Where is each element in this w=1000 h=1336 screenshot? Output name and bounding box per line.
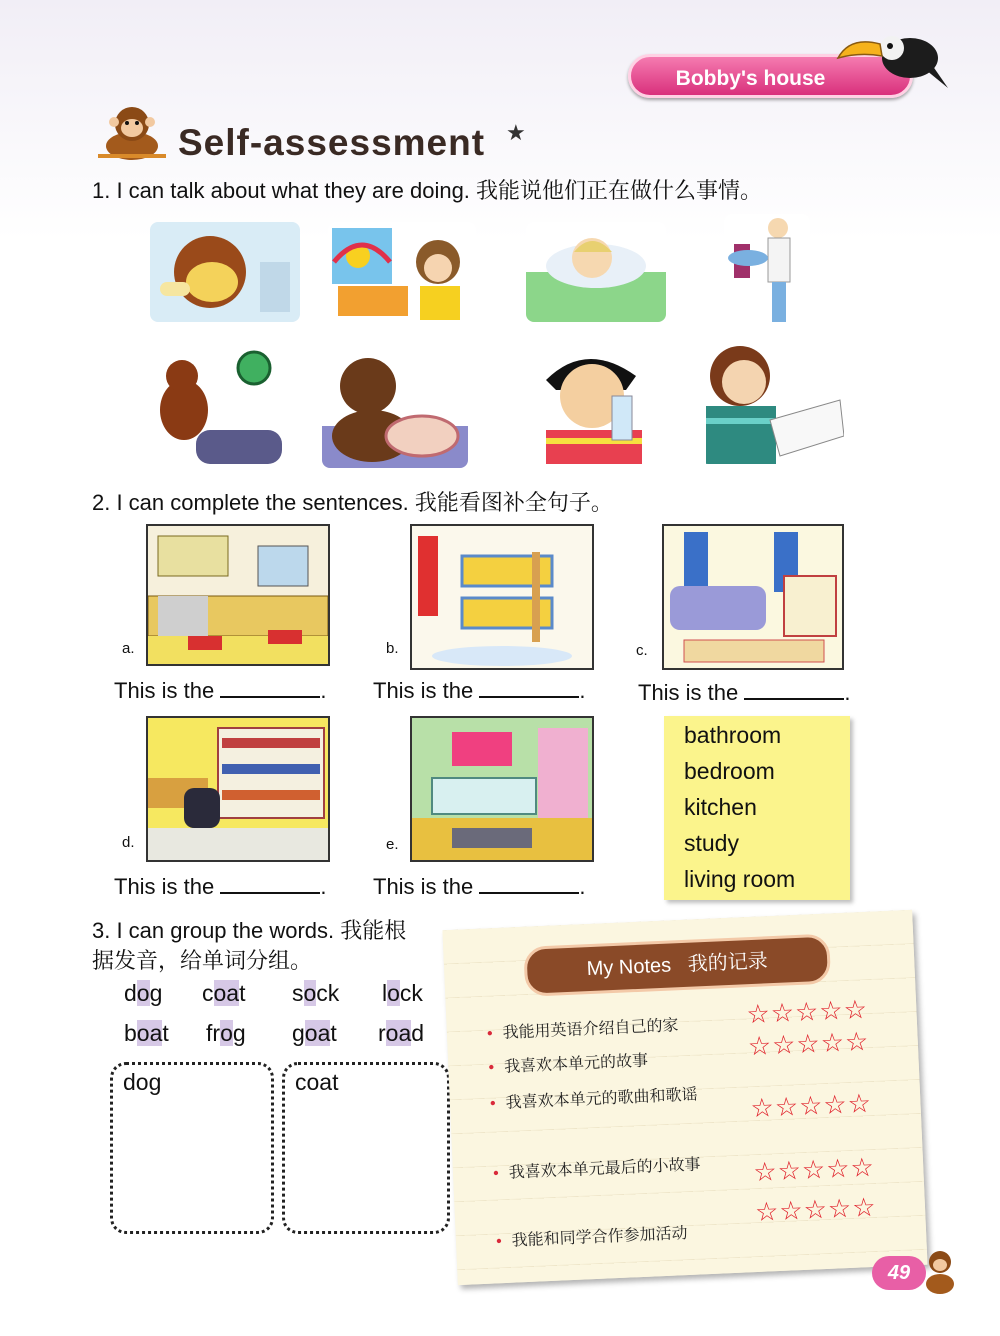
room-picture-c [662, 524, 844, 670]
note-item: • 我能和同学合作参加活动 [495, 1225, 688, 1251]
rating-stars[interactable]: ☆☆☆☆☆ [752, 1151, 876, 1188]
answer-blank-b[interactable] [479, 678, 579, 698]
sentence-e: This is the . [373, 874, 586, 899]
word-bank [664, 716, 850, 900]
answer-blank-d[interactable] [220, 874, 320, 894]
bank-word: study [684, 830, 739, 856]
page-number: 49 [872, 1256, 926, 1290]
page-title: Self-assessment [178, 122, 486, 163]
picture-watering-plants [724, 214, 810, 324]
room-picture-b [410, 524, 594, 670]
group-title: coat [295, 1069, 339, 1095]
picture-bear-cooking [322, 346, 468, 468]
sentence-b: This is the . [373, 678, 586, 703]
rating-stars[interactable]: ☆☆☆☆☆ [749, 1087, 873, 1124]
phonics-word: road [378, 1020, 425, 1046]
room-picture-e [410, 716, 594, 862]
room-label-c: c. [636, 642, 648, 659]
section3-heading-line2: 据发音，给单词分组。 [92, 948, 313, 973]
room-label-d: d. [122, 834, 135, 851]
picture-boy-drinking [526, 340, 662, 464]
monkey-icon [92, 102, 172, 162]
phonics-word: boat [124, 1020, 169, 1046]
notes-card [442, 910, 927, 1285]
sentence-d: This is the . [114, 874, 327, 899]
notes-title-badge: My Notes 我的记录 [523, 934, 831, 997]
note-item: • 我喜欢本单元的歌曲和歌谣 [489, 1086, 698, 1113]
section2-heading: 2. I can complete the sentences. 我能看图补全句子。 [92, 490, 613, 515]
note-item: • 我喜欢本单元的故事 [488, 1052, 649, 1077]
note-item: • 我喜欢本单元最后的小故事 [492, 1156, 701, 1183]
room-picture-a [146, 524, 330, 666]
bank-word: living room [684, 866, 796, 892]
answer-blank-c[interactable] [744, 680, 844, 700]
picture-monkey-ball [136, 330, 282, 464]
picture-girl-painting [328, 222, 476, 322]
toucan-icon [830, 18, 950, 98]
phonics-word: dog [124, 980, 163, 1006]
phonics-word: coat [202, 980, 246, 1006]
answer-blank-a[interactable] [220, 678, 320, 698]
room-picture-d [146, 716, 330, 862]
group-box-dog[interactable] [110, 1062, 274, 1234]
phonics-word: frog [206, 1020, 246, 1046]
room-label-e: e. [386, 836, 399, 853]
phonics-word: lock [382, 980, 423, 1006]
note-item: • 我能用英语介绍自己的家 [486, 1017, 679, 1043]
monkey-icon [920, 1248, 960, 1296]
bank-word: bathroom [684, 722, 782, 748]
phonics-word: sock [292, 980, 340, 1006]
picture-girl-writing [700, 336, 844, 464]
unit-title: Bobby's house [675, 67, 826, 90]
sentence-a: This is the . [114, 678, 327, 703]
sentence-c: This is the . [638, 680, 851, 705]
bank-word: kitchen [684, 794, 757, 820]
picture-monkey-eating [150, 222, 300, 322]
rating-stars[interactable]: ☆☆☆☆☆ [747, 1025, 870, 1062]
section3-heading-line1: 3. I can group the words. 我能根 [92, 918, 407, 943]
rating-stars[interactable]: ☆☆☆☆☆ [754, 1191, 878, 1228]
section1-heading: 1. I can talk about what they are doing. 我能说他们正在做什么事情。 [92, 178, 763, 203]
star-icon: ★ [506, 120, 526, 145]
group-title: dog [123, 1069, 162, 1095]
bank-word: bedroom [684, 758, 775, 784]
room-label-a: a. [122, 640, 135, 657]
group-box-coat[interactable] [282, 1062, 450, 1234]
answer-blank-e[interactable] [479, 874, 579, 894]
rating-stars[interactable]: ☆☆☆☆☆ [745, 993, 869, 1030]
room-label-b: b. [386, 640, 399, 657]
phonics-word: goat [292, 1020, 337, 1046]
picture-sleeping [526, 222, 666, 322]
